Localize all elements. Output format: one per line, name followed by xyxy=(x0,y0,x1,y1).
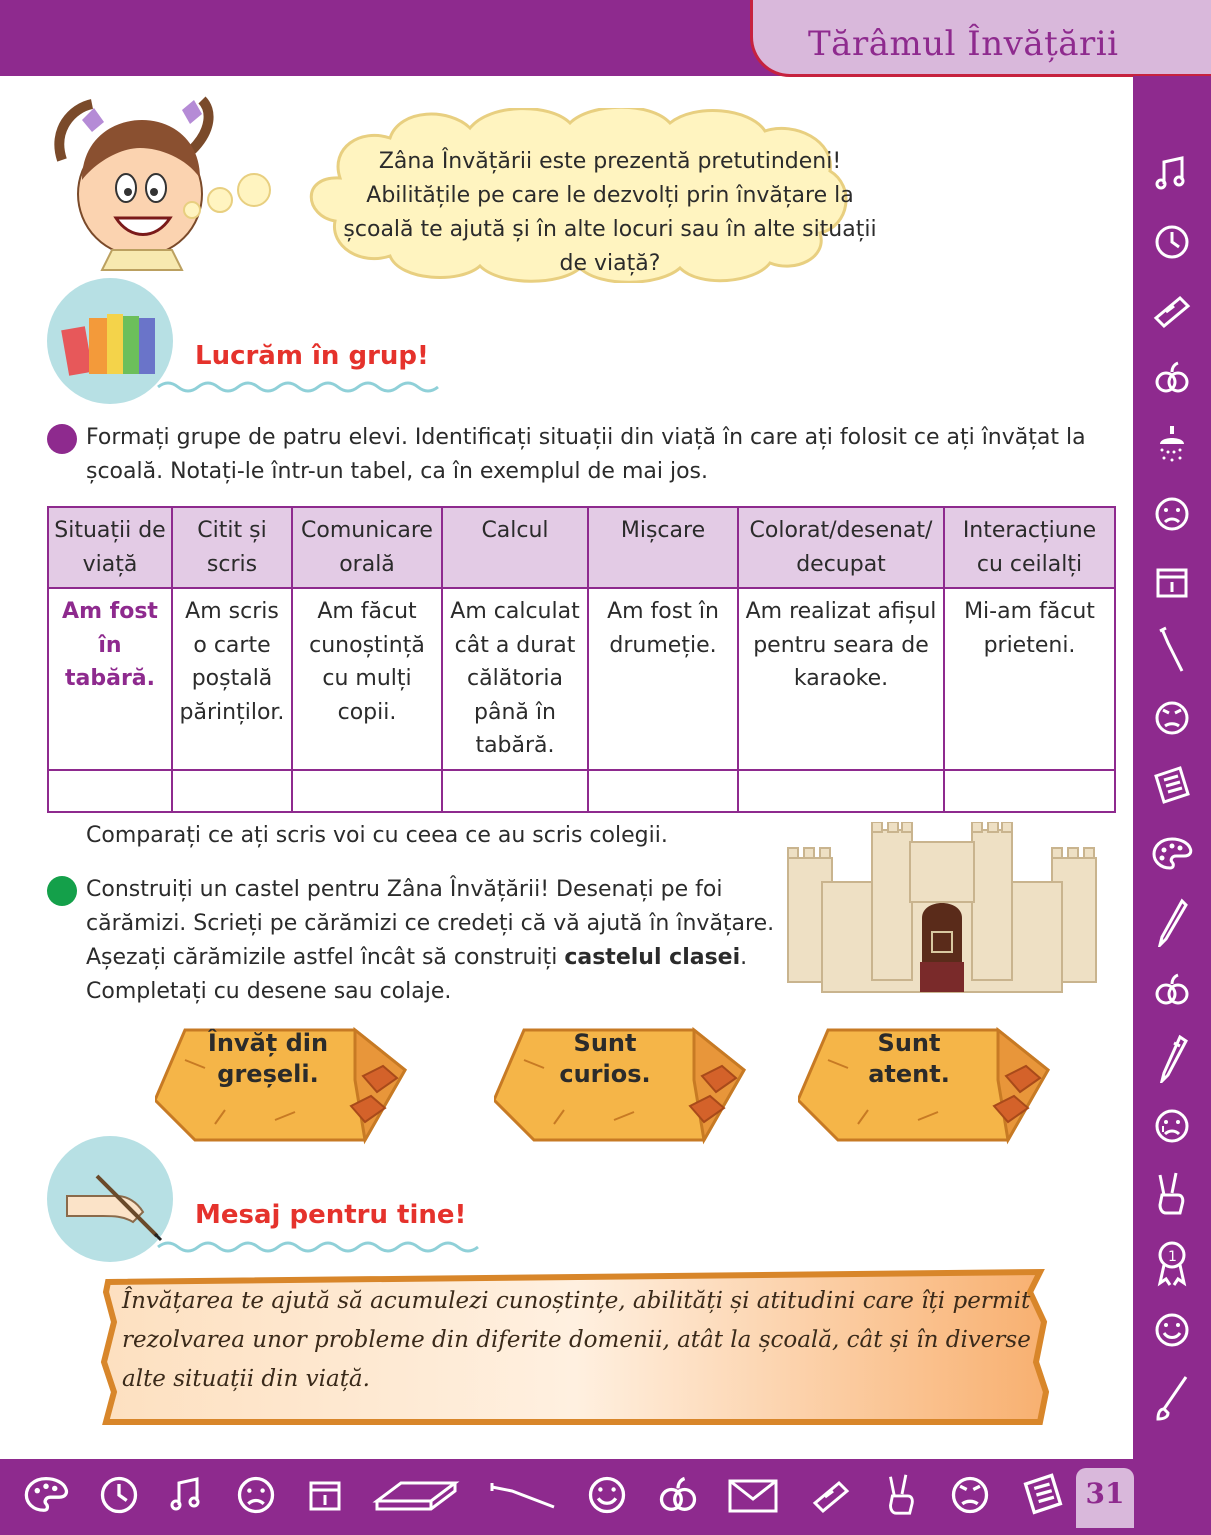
ticket-icon xyxy=(807,1475,855,1515)
bottom-icons xyxy=(22,1462,1067,1528)
page-number: 31 xyxy=(1076,1468,1134,1528)
medal-icon xyxy=(1135,1228,1209,1296)
toothbrush-icon xyxy=(1135,616,1209,684)
envelope-icon xyxy=(726,1475,780,1515)
notebook-icon xyxy=(1135,752,1209,820)
bullet-green xyxy=(47,876,77,906)
apple-icon xyxy=(1135,344,1209,412)
table-cell-empty xyxy=(172,770,292,812)
section-title-group: Lucrăm în grup! xyxy=(195,341,429,371)
table-cell: Am fost în tabără. xyxy=(48,588,172,770)
side-icons xyxy=(1135,140,1209,1432)
table-header: Interacțiune cu ceilalți xyxy=(944,507,1115,588)
table-header: Calcul xyxy=(442,507,588,588)
pencil-icon xyxy=(1135,888,1209,956)
table-cell-empty xyxy=(48,770,172,812)
brick-label: Sunt curios. xyxy=(559,1029,651,1088)
svg-text:1: 1 xyxy=(1168,1249,1177,1265)
castle-instruction-text: Construiți un castel pentru Zâna Învățării! Desenați pe foi cărămizi. Scrieți pe cărămizi ce credeți că vă ajută în învățare. Așezați cărămizile astfel încât să construiți xyxy=(86,877,775,970)
crying-face-icon xyxy=(1135,1092,1209,1160)
sad-face-icon xyxy=(1135,480,1209,548)
peace-hand-icon xyxy=(882,1471,922,1519)
apple-icon xyxy=(1135,956,1209,1024)
table-cell: Am fost în drumeție. xyxy=(588,588,738,770)
angry-face-icon xyxy=(948,1473,992,1517)
peace-hand-icon xyxy=(1135,1160,1209,1228)
table-header-row xyxy=(48,507,1115,588)
table-header: Comunicare orală xyxy=(292,507,442,588)
table-cell: Am realizat afișul pentru seara de karaoke. xyxy=(738,588,944,770)
palette-icon xyxy=(1135,820,1209,888)
table-cell-empty xyxy=(944,770,1115,812)
writing-hand-icon xyxy=(47,1136,173,1262)
table-cell: Am scris o carte poștală părinților. xyxy=(172,588,292,770)
bullet-purple xyxy=(47,424,77,454)
sad-face-icon xyxy=(234,1473,278,1517)
angry-face-icon xyxy=(1135,684,1209,752)
palette-icon xyxy=(22,1473,70,1517)
table-header: Colorat/desenat/ decupat xyxy=(738,507,944,588)
table-cell: Am calculat cât a durat călătoria până în tabără. xyxy=(442,588,588,770)
brick-label: Sunt atent. xyxy=(868,1029,950,1088)
table-cell: Am făcut cunoștință cu mulți copii. xyxy=(292,588,442,770)
music-note-icon xyxy=(167,1475,207,1515)
castle-illustration xyxy=(782,822,1102,1001)
book-icon xyxy=(371,1473,461,1517)
situations-table xyxy=(47,506,1116,813)
brush-icon xyxy=(1135,1364,1209,1432)
notebook-icon xyxy=(1019,1471,1067,1519)
books-icon xyxy=(47,278,173,404)
music-note-icon xyxy=(1135,140,1209,208)
toothbrush-icon xyxy=(488,1475,558,1515)
speech-text: Zâna Învățării este prezentă pretutindeni! Abilitățile pe care le dezvolți prin învățare la școală te ajută și în alte locuri sau în alte situații de viață? xyxy=(343,149,877,276)
castle-instruction-end: . Completați cu desene sau colaje. xyxy=(86,945,748,1004)
table-row-empty xyxy=(48,770,1115,812)
message-text: Învățarea te ajută să acumulezi cunoștințe, abilități și atitudini care îți permit rezolvarea unor probleme din diferite domenii, atât la școală, cât și în diverse alte situații din viață. xyxy=(122,1288,1031,1392)
compare-text: Comparați ce ați scris voi cu ceea ce au scris colegii. xyxy=(86,823,668,848)
table-header: Citit și scris xyxy=(172,507,292,588)
castle-instruction-bold: castelul clasei xyxy=(564,945,741,970)
table-header: Mișcare xyxy=(588,507,738,588)
calendar-icon xyxy=(1135,548,1209,616)
apple-icon xyxy=(656,1473,700,1517)
ticket-icon xyxy=(1135,276,1209,344)
pencil-icon xyxy=(1135,1024,1209,1092)
table-cell-empty xyxy=(738,770,944,812)
table-row xyxy=(48,588,1115,770)
smiley-icon xyxy=(1135,1296,1209,1364)
shower-icon xyxy=(1135,412,1209,480)
smiley-icon xyxy=(585,1473,629,1517)
wave-divider xyxy=(156,377,446,397)
girl-illustration xyxy=(42,90,282,284)
page-title: Tărâmul Învățării xyxy=(808,24,1119,64)
clock-icon xyxy=(1135,208,1209,276)
section-title-message: Mesaj pentru tine! xyxy=(195,1200,467,1230)
calendar-icon xyxy=(305,1475,345,1515)
table-cell-empty xyxy=(292,770,442,812)
table-cell-empty xyxy=(442,770,588,812)
group-instruction: Formați grupe de patru elevi. Identificați situații din viață în care ați folosit ce ați învățat la școală. Notați-le într-un tabel, ca în exemplul de mai jos. xyxy=(86,425,1086,484)
wave-divider xyxy=(156,1237,486,1257)
table-cell-empty xyxy=(588,770,738,812)
table-header: Situații de viață xyxy=(48,507,172,588)
castle-instruction xyxy=(86,873,776,1009)
brick-label: Învăț din greșeli. xyxy=(207,1029,329,1088)
table-cell: Mi-am făcut prieteni. xyxy=(944,588,1115,770)
clock-icon xyxy=(97,1473,141,1517)
